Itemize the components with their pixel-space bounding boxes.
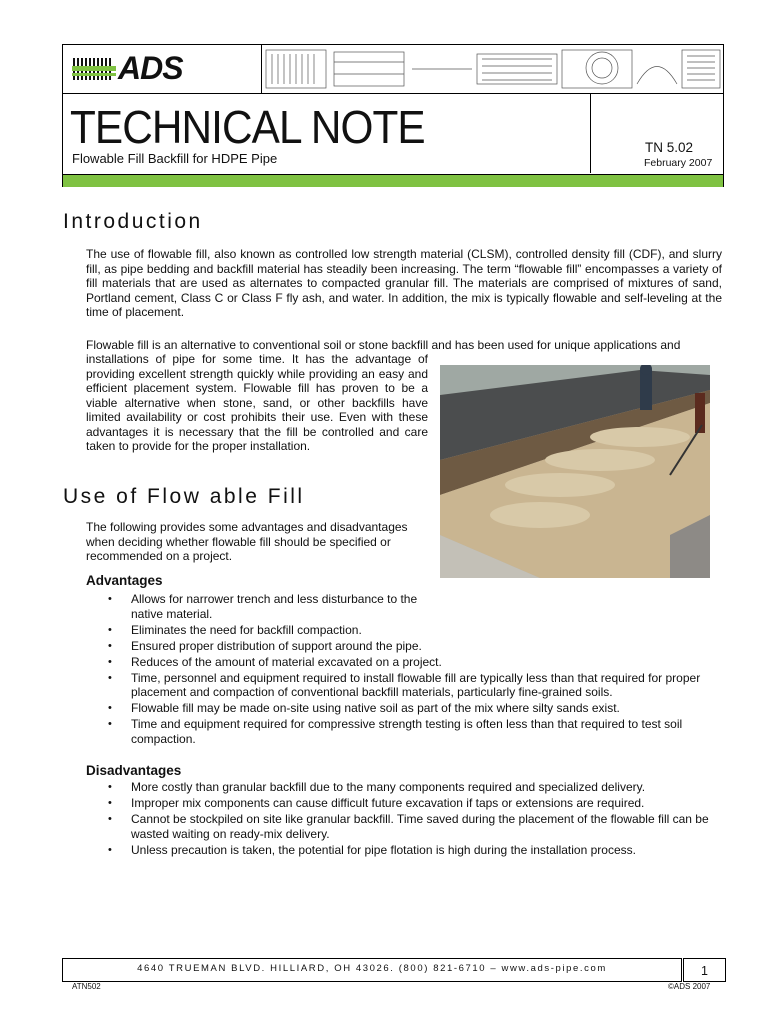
footer-address: 4640 TRUEMAN BLVD. HILLIARD, OH 43026. (800) 821-6710 – www.ads-pipe.com bbox=[137, 963, 607, 974]
page-number: 1 bbox=[701, 964, 708, 978]
use-section-intro: The following provides some advantages and disadvantages when deciding whether flowable fill should be specified or recommended on a project. bbox=[86, 520, 408, 563]
list-item: • Allows for narrower trench and less disturbance to the native material. bbox=[108, 592, 431, 621]
list-item: • Cannot be stockpiled on site like granular backfill. Time saved during the placement of the flowable fill can be wasted waiting on ready-mix delivery. bbox=[108, 812, 720, 841]
trench-photo bbox=[440, 365, 710, 578]
introduction-paragraph-2: installations of pipe for some time. It has the advantage of providing excellent strength quickly while providing an easy and efficient placement system. Flowable fill has proven to be a viable alternative when stone, sand, or other backfills have limited availability or cost prohibits their use. Even with these advantages it is necessary that the fill be controlled and care taken to provide for the proper installation. bbox=[86, 352, 428, 453]
page-subtitle: Flowable Fill Backfill for HDPE Pipe bbox=[72, 151, 278, 166]
list-item: • Improper mix components can cause difficult future excavation if taps or extensions are required. bbox=[108, 796, 720, 811]
list-item: • Time, personnel and equipment required to install flowable fill are typically less than that required for proper placement and compaction of conventional backfill materials, particularly fine-grained soils. bbox=[108, 671, 720, 700]
introduction-heading: Introduction bbox=[63, 210, 203, 233]
list-item: • Ensured proper distribution of support around the pipe. bbox=[108, 639, 720, 654]
copyright: ©ADS 2007 bbox=[668, 982, 711, 991]
ads-logo-text: ADS bbox=[118, 50, 183, 86]
list-item: • More costly than granular backfill due to the many components required and specialized delivery. bbox=[108, 780, 720, 795]
technical-drawing-banner bbox=[262, 44, 724, 94]
tn-date: February 2007 bbox=[644, 157, 713, 169]
page-title: TECHNICAL NOTE bbox=[70, 101, 425, 153]
introduction-paragraph-1: The use of flowable fill, also known as controlled low strength material (CLSM), controlled density fill (CDF), and slurry fill, as pipe bedding and backfill material has steadily been increasing. The term “flowable fill” encompasses a variety of fill materials that are used as alternates to compacted granular fill. The materials are comprised of mixtures of sand, Portland cement, Class C or Class F fly ash, and water. In addition, the mix is typically flowable and self-leveling at the time of placement. bbox=[86, 247, 722, 319]
tn-number: TN 5.02 bbox=[645, 140, 694, 155]
list-item: • Flowable fill may be made on-site using native soil as part of the mix where silty sands exist. bbox=[108, 701, 720, 716]
advantages-list bbox=[108, 592, 720, 748]
list-item: • Time and equipment required for compressive strength testing is often less than that required to test soil compaction. bbox=[108, 717, 720, 746]
header-divider bbox=[62, 93, 724, 94]
list-item: • Reduces of the amount of material excavated on a project. bbox=[108, 655, 720, 670]
disadvantages-heading: Disadvantages bbox=[86, 763, 182, 778]
introduction-paragraph-2-first-line: Flowable fill is an alternative to conventional soil or stone backfill and has been used for unique applications and bbox=[86, 338, 681, 352]
accent-bar bbox=[63, 174, 723, 187]
document-code: ATN502 bbox=[72, 982, 101, 991]
list-item: • Eliminates the need for backfill compaction. bbox=[108, 623, 720, 638]
advantages-heading: Advantages bbox=[86, 573, 163, 588]
list-item: • Unless precaution is taken, the potential for pipe flotation is high during the installation process. bbox=[108, 843, 720, 858]
tn-cell-divider bbox=[590, 93, 591, 173]
disadvantages-list bbox=[108, 780, 720, 859]
use-of-flowable-fill-heading: Use of Flow able Fill bbox=[63, 485, 305, 508]
